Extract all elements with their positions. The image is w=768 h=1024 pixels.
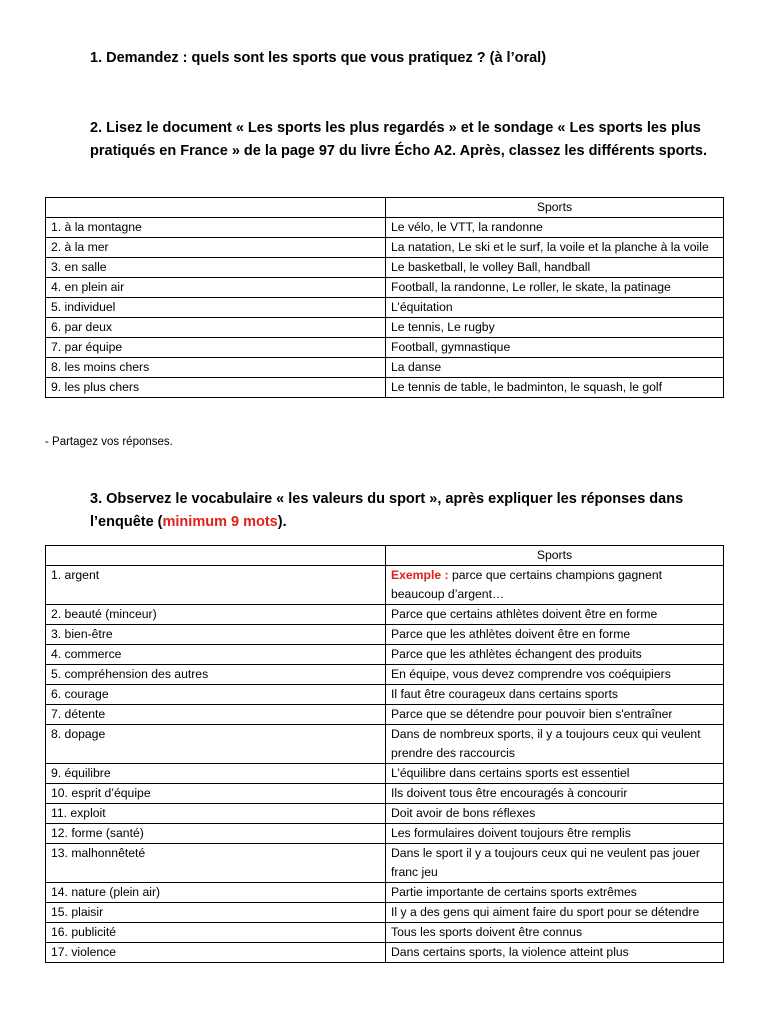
table-row — [46, 883, 724, 903]
category-cell: 14. nature (plein air) — [46, 883, 386, 903]
table-row — [46, 298, 724, 318]
question-2: 2. Lisez le document « Les sports les plus regardés » et le sondage « Les sports les plus pratiqués en France » de la page 97 du livre Écho A2. Après, classez les différents sports. — [90, 120, 708, 159]
answer-cell[interactable]: Dans certains sports, la violence atteint plus — [386, 943, 724, 963]
example-label: Exemple : — [391, 568, 449, 582]
answer-cell[interactable]: Football, gymnastique — [386, 338, 724, 358]
table-row — [46, 238, 724, 258]
answer-cell[interactable]: Parce que les athlètes doivent être en forme — [386, 625, 724, 645]
table-row — [46, 824, 724, 844]
minimum-words-highlight: minimum 9 mots — [162, 514, 278, 530]
category-cell: 9. les plus chers — [46, 378, 386, 398]
category-cell: 6. courage — [46, 685, 386, 705]
category-cell: 15. plaisir — [46, 903, 386, 923]
table-row — [46, 725, 724, 764]
answer-cell[interactable]: Parce que certains athlètes doivent être en forme — [386, 605, 724, 625]
category-cell: 7. par équipe — [46, 338, 386, 358]
table-row — [46, 338, 724, 358]
question-3 — [90, 488, 730, 534]
category-header — [46, 198, 386, 218]
table-row — [46, 784, 724, 804]
question-1: 1. Demandez : quels sont les sports que vous pratiquez ? (à l’oral) — [90, 50, 547, 66]
answer-cell[interactable]: Dans de nombreux sports, il y a toujours ceux qui veulent prendre des raccourcis — [386, 725, 724, 764]
answer-cell[interactable]: Ils doivent tous être encouragés à concourir — [386, 784, 724, 804]
table-row — [46, 804, 724, 824]
category-cell: 5. compréhension des autres — [46, 665, 386, 685]
table-row — [46, 378, 724, 398]
category-cell: 6. par deux — [46, 318, 386, 338]
category-cell: 8. dopage — [46, 725, 386, 764]
answer-cell[interactable]: Il y a des gens qui aiment faire du sport pour se détendre — [386, 903, 724, 923]
category-cell: 7. détente — [46, 705, 386, 725]
category-cell: 12. forme (santé) — [46, 824, 386, 844]
answer-cell[interactable]: Parce que les athlètes échangent des produits — [386, 645, 724, 665]
answer-cell[interactable]: Le vélo, le VTT, la randonne — [386, 218, 724, 238]
table-header-row — [46, 198, 724, 218]
table-row — [46, 278, 724, 298]
answer-cell[interactable]: La danse — [386, 358, 724, 378]
table-row — [46, 645, 724, 665]
table-row — [46, 566, 724, 605]
answer-cell[interactable]: Tous les sports doivent être connus — [386, 923, 724, 943]
table-row — [46, 318, 724, 338]
category-cell: 16. publicité — [46, 923, 386, 943]
category-cell: 3. en salle — [46, 258, 386, 278]
answer-cell[interactable]: Le tennis, Le rugby — [386, 318, 724, 338]
category-cell: 8. les moins chers — [46, 358, 386, 378]
sports-header: Sports — [386, 546, 724, 566]
answer-cell[interactable]: Parce que se détendre pour pouvoir bien s'entraîner — [386, 705, 724, 725]
category-cell: 9. équilibre — [46, 764, 386, 784]
answer-cell[interactable]: Le basketball, le volley Ball, handball — [386, 258, 724, 278]
answer-cell[interactable]: Doit avoir de bons réflexes — [386, 804, 724, 824]
question-3-text: 3. Observez le vocabulaire « les valeurs du sport », après expliquer les réponses dans l’enquête ( — [90, 491, 684, 530]
sports-classification-table — [45, 197, 724, 398]
table-row — [46, 705, 724, 725]
answer-cell[interactable]: Il faut être courageux dans certains sports — [386, 685, 724, 705]
answer-cell[interactable]: Football, la randonne, Le roller, le skate, la patinage — [386, 278, 724, 298]
category-cell: 10. esprit d’équipe — [46, 784, 386, 804]
table-row — [46, 258, 724, 278]
answer-cell[interactable]: L’équitation — [386, 298, 724, 318]
sport-values-table — [45, 545, 724, 963]
table-row — [46, 625, 724, 645]
category-cell: 4. commerce — [46, 645, 386, 665]
category-cell: 2. à la mer — [46, 238, 386, 258]
table-row — [46, 923, 724, 943]
table-row — [46, 218, 724, 238]
category-cell: 17. violence — [46, 943, 386, 963]
answer-cell[interactable]: La natation, Le ski et le surf, la voile et la planche à la voile — [386, 238, 724, 258]
table-header-row — [46, 546, 724, 566]
sports-header: Sports — [386, 198, 724, 218]
answer-cell[interactable]: Partie importante de certains sports extrêmes — [386, 883, 724, 903]
answer-cell[interactable]: En équipe, vous devez comprendre vos coéquipiers — [386, 665, 724, 685]
table-row — [46, 844, 724, 883]
example-text: parce que certains champions gagnent beaucoup d’argent… — [391, 568, 662, 601]
share-answers-note: - Partagez vos réponses. — [45, 436, 173, 448]
table-row — [46, 903, 724, 923]
table-row — [46, 685, 724, 705]
answer-cell[interactable] — [386, 566, 724, 605]
category-cell: 3. bien-être — [46, 625, 386, 645]
table-row — [46, 605, 724, 625]
table-row — [46, 764, 724, 784]
answer-cell[interactable]: Dans le sport il y a toujours ceux qui ne veulent pas jouer franc jeu — [386, 844, 724, 883]
table-row — [46, 943, 724, 963]
answer-cell[interactable]: Les formulaires doivent toujours être remplis — [386, 824, 724, 844]
category-cell: 5. individuel — [46, 298, 386, 318]
category-cell: 11. exploit — [46, 804, 386, 824]
answer-cell[interactable]: Le tennis de table, le badminton, le squash, le golf — [386, 378, 724, 398]
category-cell: 4. en plein air — [46, 278, 386, 298]
table-row — [46, 358, 724, 378]
answer-cell[interactable]: L’équilibre dans certains sports est essentiel — [386, 764, 724, 784]
table-row — [46, 665, 724, 685]
category-cell: 1. argent — [46, 566, 386, 605]
question-3-end: ). — [277, 514, 287, 530]
category-cell: 13. malhonnêteté — [46, 844, 386, 883]
category-cell: 1. à la montagne — [46, 218, 386, 238]
category-cell: 2. beauté (minceur) — [46, 605, 386, 625]
category-header — [46, 546, 386, 566]
